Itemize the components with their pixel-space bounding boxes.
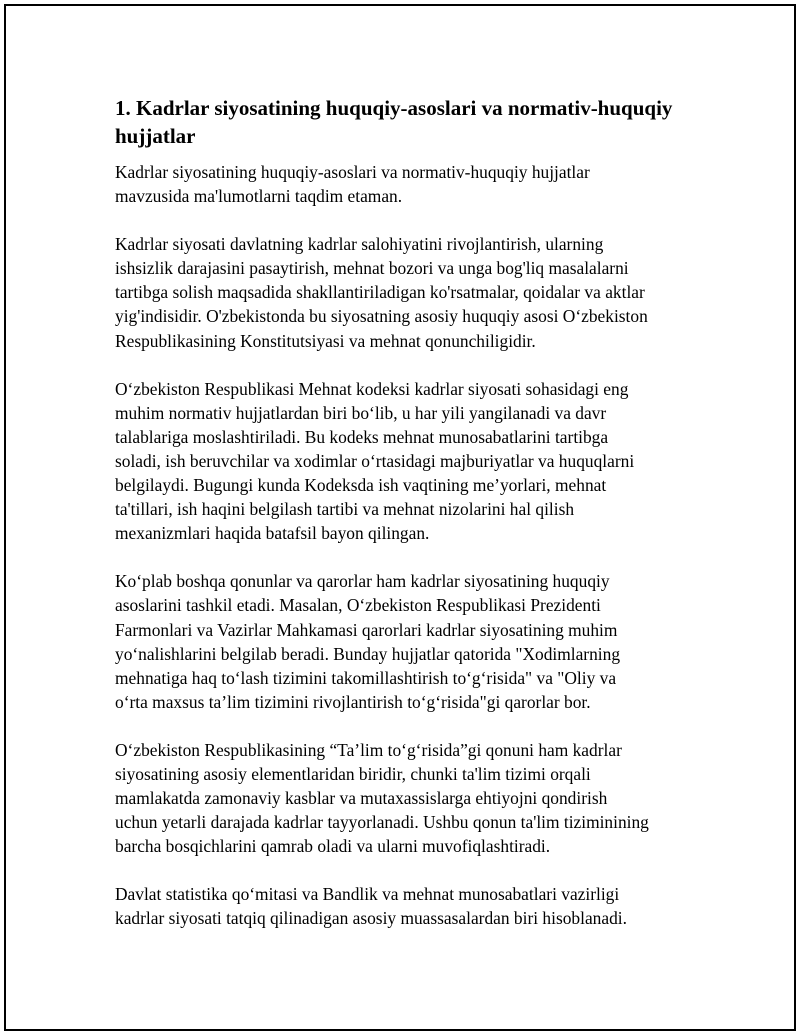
text-line: tartibga solish maqsadida shakllantiriladigan ko'rsatmalar, qoidalar va aktlar: [115, 282, 645, 303]
text-line: Kadrlar siyosatining huquqiy-asoslari va normativ-huquqiy hujjatlar: [115, 162, 590, 182]
paragraph-kadrlar-siyosati: [115, 232, 695, 352]
text-line: mexanizmlari haqida batafsil bayon qilingan.: [115, 523, 430, 544]
heading-line: 1. Kadrlar siyosatining huquqiy-asoslari va normativ-huquqiy: [115, 96, 673, 120]
text-line: o‘rta maxsus ta’lim tizimini rivojlantirish to‘g‘risida"gi qarorlar bor.: [115, 691, 591, 712]
text-line: Davlat statistika qo‘mitasi va Bandlik va mehnat munosabatlari vazirligi: [115, 884, 620, 905]
text-line: siyosatining asosiy elementlaridan biridir, chunki ta'lim tizimi orqali: [115, 763, 591, 784]
text-line: asoslarini tashkil etadi. Masalan, O‘zbekiston Respublikasi Prezidenti: [115, 595, 601, 616]
text-line: Farmonlari va Vazirlar Mahkamasi qarorlari kadrlar siyosatining muhim: [115, 619, 618, 640]
document-body: [115, 94, 695, 955]
text-line: O‘zbekiston Respublikasining “Ta’lim to‘g‘risida”gi qonuni ham kadrlar: [115, 739, 622, 760]
paragraph-talim-qonuni: [115, 738, 695, 858]
text-line: mehnatiga haq to‘lash tizimini takomillashtirish to‘g‘risida" va "Oliy va: [115, 667, 617, 688]
section-heading: [115, 94, 695, 150]
text-line: uchun yetarli darajada kadrlar tayyorlanadi. Ushbu qonun ta'lim tiziminining: [115, 812, 649, 833]
paragraph-statistika: [115, 882, 695, 930]
text-line: yo‘nalishlarini belgilab beradi. Bunday hujjatlar qatorida "Xodimlarning: [115, 643, 621, 664]
heading-line: hujjatlar: [115, 124, 196, 148]
text-line: mamlakatda zamonaviy kasblar va mutaxassislarga ehtiyojni qondirish: [115, 788, 608, 809]
text-line: barcha bosqichlarini qamrab oladi va ularni muvofiqlashtiradi.: [115, 836, 551, 857]
text-line: muhim normativ hujjatlardan biri bo‘lib, u har yili yangilanadi va davr: [115, 402, 607, 423]
text-line: Ko‘plab boshqa qonunlar va qarorlar ham kadrlar siyosatining huquqiy: [115, 571, 610, 592]
text-line: belgilaydi. Bugungi kunda Kodeksda ish vaqtining me’yorlari, mehnat: [115, 475, 607, 496]
text-line: yig'indisidir. O'zbekistonda bu siyosatning asosiy huquqiy asosi O‘zbekiston: [115, 306, 648, 327]
text-line: soladi, ish beruvchilar va xodimlar o‘rtasidagi majburiyatlar va huquqlarni: [115, 450, 635, 471]
paragraph-intro: [115, 160, 695, 208]
text-line: talablariga moslashtiriladi. Bu kodeks mehnat munosabatlarini tartibga: [115, 426, 609, 447]
paragraph-mehnat-kodeksi: [115, 377, 695, 546]
paragraph-qonunlar-qarorlar: [115, 569, 695, 714]
text-line: mavzusida ma'lumotlarni taqdim etaman.: [115, 186, 403, 207]
text-line: Kadrlar siyosati davlatning kadrlar salohiyatini rivojlantirish, ularning: [115, 234, 604, 255]
text-line: kadrlar siyosati tatqiq qilinadigan asosiy muassasalardan biri hisoblanadi.: [115, 908, 627, 929]
text-line: ishsizlik darajasini pasaytirish, mehnat bozori va unga bog'liq masalalarni: [115, 258, 629, 279]
text-line: Respublikasining Konstitutsiyasi va mehnat qonunchiligidir.: [115, 330, 536, 351]
text-line: O‘zbekiston Respublikasi Mehnat kodeksi kadrlar siyosati sohasidagi eng: [115, 378, 629, 399]
text-line: ta'tillari, ish haqini belgilash tartibi va mehnat nizolarini hal qilish: [115, 499, 575, 520]
